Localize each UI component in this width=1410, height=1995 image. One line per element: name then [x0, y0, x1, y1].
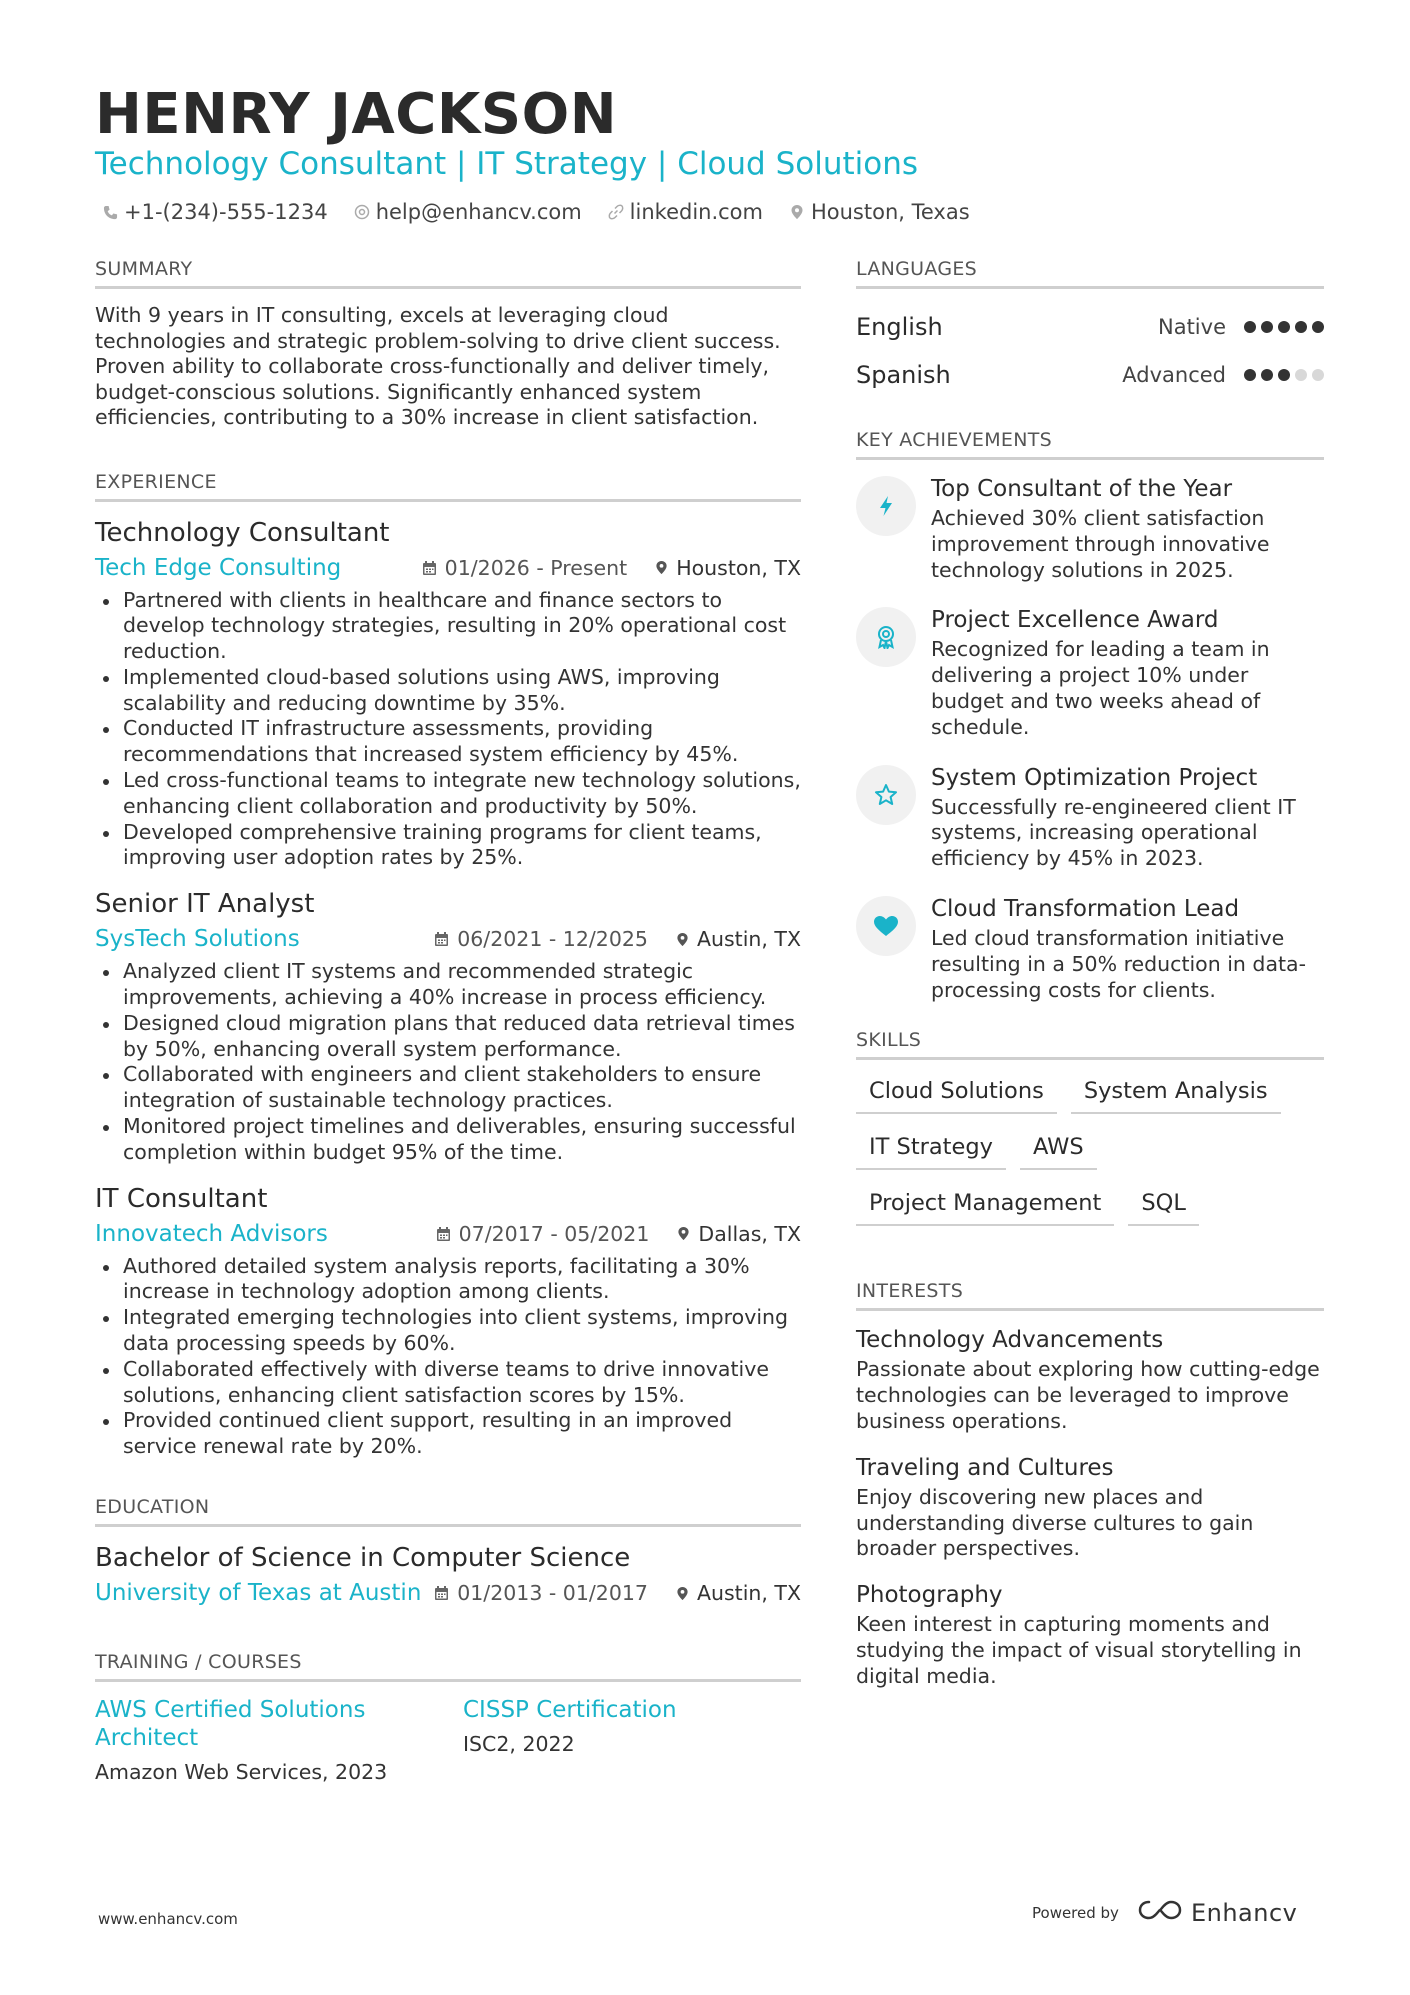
achievement-item	[856, 605, 1324, 740]
language-row	[856, 351, 1324, 399]
skills-heading: SKILLS	[856, 1029, 1324, 1060]
skill-tag: IT Strategy	[856, 1130, 1006, 1170]
job-dates	[422, 556, 628, 580]
contact-email[interactable]	[354, 200, 582, 224]
powered-by-text: Powered by	[1032, 1904, 1119, 1922]
school-name: University of Texas at Austin	[95, 1580, 422, 1607]
job-entry	[95, 516, 801, 872]
map-pin-icon	[677, 1225, 690, 1242]
left-column	[95, 258, 801, 1784]
education-meta	[95, 1575, 801, 1611]
job-location	[676, 927, 801, 951]
skill-tag: Project Management	[856, 1186, 1114, 1226]
course-item	[95, 1696, 433, 1784]
email-text: help@enhancv.com	[375, 200, 582, 224]
training-section	[95, 1651, 801, 1784]
job-bullet: Authored detailed system analysis reports, facilitating a 30% increase in technology adoption among clients.	[95, 1254, 801, 1306]
achievement-item	[856, 474, 1324, 583]
job-bullet: Provided continued client support, resulting in an improved service renewal rate by 20%.	[95, 1408, 801, 1460]
education-dates	[434, 1581, 648, 1605]
course-list	[95, 1696, 801, 1784]
contact-bar	[102, 200, 970, 224]
job-bullets	[95, 959, 801, 1165]
heart-icon	[856, 896, 916, 956]
education-location	[676, 1581, 801, 1605]
interest-title: Technology Advancements	[856, 1327, 1164, 1354]
job-location	[677, 1222, 801, 1246]
interests-section	[856, 1280, 1324, 1689]
achievement-item	[856, 763, 1324, 872]
course-name: AWS Certified Solutions Architect	[95, 1697, 366, 1752]
summary-text: With 9 years in IT consulting, excels at leveraging cloud technologies and strategic problem-solving to drive client success. Proven ability to collaborate cross-functionally and deliver timely, budget-conscious solutions. Significantly enhanced system efficiencies, contributing to a 30% increase in client satisfaction.	[95, 303, 781, 429]
skill-list	[856, 1074, 1324, 1226]
course-org: ISC2, 2022	[463, 1732, 575, 1757]
rating-dot-filled	[1261, 321, 1273, 333]
calendar-icon	[434, 931, 449, 947]
education-heading: EDUCATION	[95, 1496, 801, 1527]
brand-logo[interactable]	[1137, 1898, 1297, 1928]
language-name: English	[856, 313, 943, 341]
achievement-title: System Optimization Project	[931, 764, 1258, 791]
achievement-desc: Achieved 30% client satisfaction improvement through innovative technology solutions in 2025.	[931, 506, 1270, 582]
job-meta	[95, 1216, 801, 1252]
bolt-icon	[856, 476, 916, 536]
candidate-headline: Technology Consultant | IT Strategy | Cloud Solutions	[95, 146, 919, 182]
degree-title: Bachelor of Science in Computer Science	[95, 1543, 631, 1574]
company-name: Innovatech Advisors	[95, 1220, 328, 1247]
job-bullet: Conducted IT infrastructure assessments, providing recommendations that increased system efficiency by 45%.	[95, 716, 801, 768]
job-bullet: Analyzed client IT systems and recommended strategic improvements, achieving a 40% increase in process efficiency.	[95, 959, 801, 1011]
job-bullet: Collaborated effectively with diverse teams to drive innovative solutions, enhancing client satisfaction scores by 15%.	[95, 1357, 801, 1409]
job-bullet: Developed comprehensive training programs for client teams, improving user adoption rates by 25%.	[95, 820, 801, 872]
award-icon	[856, 607, 916, 667]
language-level: Native	[1158, 315, 1226, 339]
company-name: Tech Edge Consulting	[95, 554, 342, 581]
job-dates-text: 01/2026 - Present	[444, 555, 628, 580]
job-location-text: Austin, TX	[696, 927, 801, 952]
infinity-logo-icon	[1137, 1898, 1183, 1928]
language-rating	[1244, 369, 1324, 381]
job-bullet: Designed cloud migration plans that reduced data retrieval times by 50%, enhancing overall system performance.	[95, 1011, 801, 1063]
job-bullet: Collaborated with engineers and client stakeholders to ensure integration of sustainable technology practices.	[95, 1062, 801, 1114]
contact-phone[interactable]	[102, 200, 328, 224]
linkedin-text: linkedin.com	[629, 200, 763, 224]
education-dates-text: 01/2013 - 01/2017	[457, 1581, 648, 1606]
language-row	[856, 303, 1324, 351]
calendar-icon	[436, 1226, 451, 1242]
summary-section	[95, 258, 801, 431]
job-dates-text: 06/2021 - 12/2025	[457, 927, 648, 952]
job-location-text: Dallas, TX	[698, 1221, 801, 1246]
job-meta	[95, 921, 801, 957]
location-text: Houston, Texas	[810, 200, 970, 224]
skill-tag: Cloud Solutions	[856, 1074, 1057, 1114]
job-bullet: Implemented cloud-based solutions using AWS, improving scalability and reducing downtime by 35%.	[95, 665, 801, 717]
contact-location	[789, 200, 970, 224]
job-bullet: Partnered with clients in healthcare and finance sectors to develop technology strategies, resulting in 20% operational cost reduction.	[95, 588, 801, 665]
course-item	[463, 1696, 801, 1784]
map-pin-icon	[676, 931, 689, 948]
interest-title: Photography	[856, 1582, 1003, 1609]
language-level: Advanced	[1122, 363, 1226, 387]
job-bullets	[95, 1254, 801, 1460]
map-pin-icon	[676, 1585, 689, 1602]
skill-tag: System Analysis	[1071, 1074, 1281, 1114]
rating-dot-filled	[1261, 369, 1273, 381]
achievement-desc: Recognized for leading a team in delivering a project 10% under budget and two weeks ahead of schedule.	[931, 637, 1270, 739]
job-location-text: Houston, TX	[676, 555, 801, 580]
achievement-desc: Successfully re-engineered client IT systems, increasing operational efficiency by 45% in 2023.	[931, 794, 1296, 871]
course-name: CISSP Certification	[463, 1697, 677, 1724]
candidate-name: HENRY JACKSON	[95, 82, 618, 147]
experience-section	[95, 471, 801, 1461]
job-bullet: Monitored project timelines and deliverables, ensuring successful completion within budget 95% of the time.	[95, 1114, 801, 1166]
link-icon	[608, 203, 624, 221]
job-entry	[95, 887, 801, 1165]
languages-section	[856, 258, 1324, 399]
job-title: Technology Consultant	[95, 517, 390, 548]
right-column	[856, 258, 1324, 1708]
course-org: Amazon Web Services, 2023	[95, 1760, 388, 1785]
company-name: SysTech Solutions	[95, 926, 300, 953]
skill-tag: SQL	[1128, 1186, 1199, 1226]
rating-dot-empty	[1295, 369, 1307, 381]
footer-branding	[1032, 1898, 1297, 1928]
phone-text: +1-(234)-555-1234	[124, 200, 328, 224]
rating-dot-filled	[1312, 321, 1324, 333]
rating-dot-filled	[1278, 321, 1290, 333]
job-location	[655, 556, 801, 580]
achievement-title: Project Excellence Award	[931, 607, 1219, 634]
calendar-icon	[434, 1585, 449, 1601]
skill-tag: AWS	[1020, 1130, 1097, 1170]
interests-heading: INTERESTS	[856, 1280, 1324, 1311]
achievement-title: Top Consultant of the Year	[931, 476, 1233, 502]
at-icon	[354, 203, 370, 221]
language-name: Spanish	[856, 361, 951, 389]
map-pin-icon	[655, 559, 668, 576]
skills-section	[856, 1029, 1324, 1226]
rating-dot-filled	[1295, 321, 1307, 333]
star-icon	[856, 765, 916, 825]
education-location-text: Austin, TX	[696, 1581, 801, 1606]
job-title: Senior IT Analyst	[95, 889, 315, 920]
rating-dot-filled	[1278, 369, 1290, 381]
interest-item	[856, 1325, 1324, 1434]
experience-heading: EXPERIENCE	[95, 471, 801, 502]
rating-dot-filled	[1244, 321, 1256, 333]
training-heading: TRAINING / COURSES	[95, 1651, 801, 1682]
job-bullets	[95, 588, 801, 872]
job-entry	[95, 1182, 801, 1460]
job-bullet: Integrated emerging technologies into client systems, improving data processing speeds by 60%.	[95, 1305, 801, 1357]
contact-linkedin[interactable]	[608, 200, 763, 224]
achievements-section	[856, 429, 1324, 1003]
interest-desc: Passionate about exploring how cutting-edge technologies can be leveraged to improve business operations.	[856, 1357, 1320, 1433]
phone-icon	[102, 203, 118, 221]
brand-name: Enhancv	[1190, 1899, 1298, 1927]
summary-heading: SUMMARY	[95, 258, 801, 289]
achievement-item	[856, 894, 1324, 1003]
job-bullet: Led cross-functional teams to integrate new technology solutions, enhancing client collaboration and productivity by 50%.	[95, 768, 801, 820]
job-meta	[95, 550, 801, 586]
rating-dot-filled	[1244, 369, 1256, 381]
interest-item	[856, 1453, 1324, 1562]
achievements-heading: KEY ACHIEVEMENTS	[856, 429, 1324, 460]
rating-dot-empty	[1312, 369, 1324, 381]
interest-desc: Keen interest in capturing moments and studying the impact of visual storytelling in digital media.	[856, 1612, 1302, 1688]
language-rating	[1244, 321, 1324, 333]
map-pin-icon	[789, 203, 805, 221]
achievement-desc: Led cloud transformation initiative resulting in a 50% reduction in data-processing costs for clients.	[931, 925, 1307, 1002]
job-title: IT Consultant	[95, 1183, 268, 1214]
interest-item	[856, 1580, 1324, 1689]
calendar-icon	[422, 560, 437, 576]
job-dates	[434, 927, 648, 951]
job-dates-text: 07/2017 - 05/2021	[458, 1221, 650, 1246]
interest-desc: Enjoy discovering new places and understanding diverse cultures to gain broader perspectives.	[856, 1484, 1254, 1561]
footer-website[interactable]: www.enhancv.com	[98, 1910, 238, 1928]
languages-heading: LANGUAGES	[856, 258, 1324, 289]
interest-title: Traveling and Cultures	[856, 1454, 1114, 1481]
job-dates	[436, 1222, 650, 1246]
education-section	[95, 1496, 801, 1611]
achievement-title: Cloud Transformation Lead	[931, 895, 1240, 922]
